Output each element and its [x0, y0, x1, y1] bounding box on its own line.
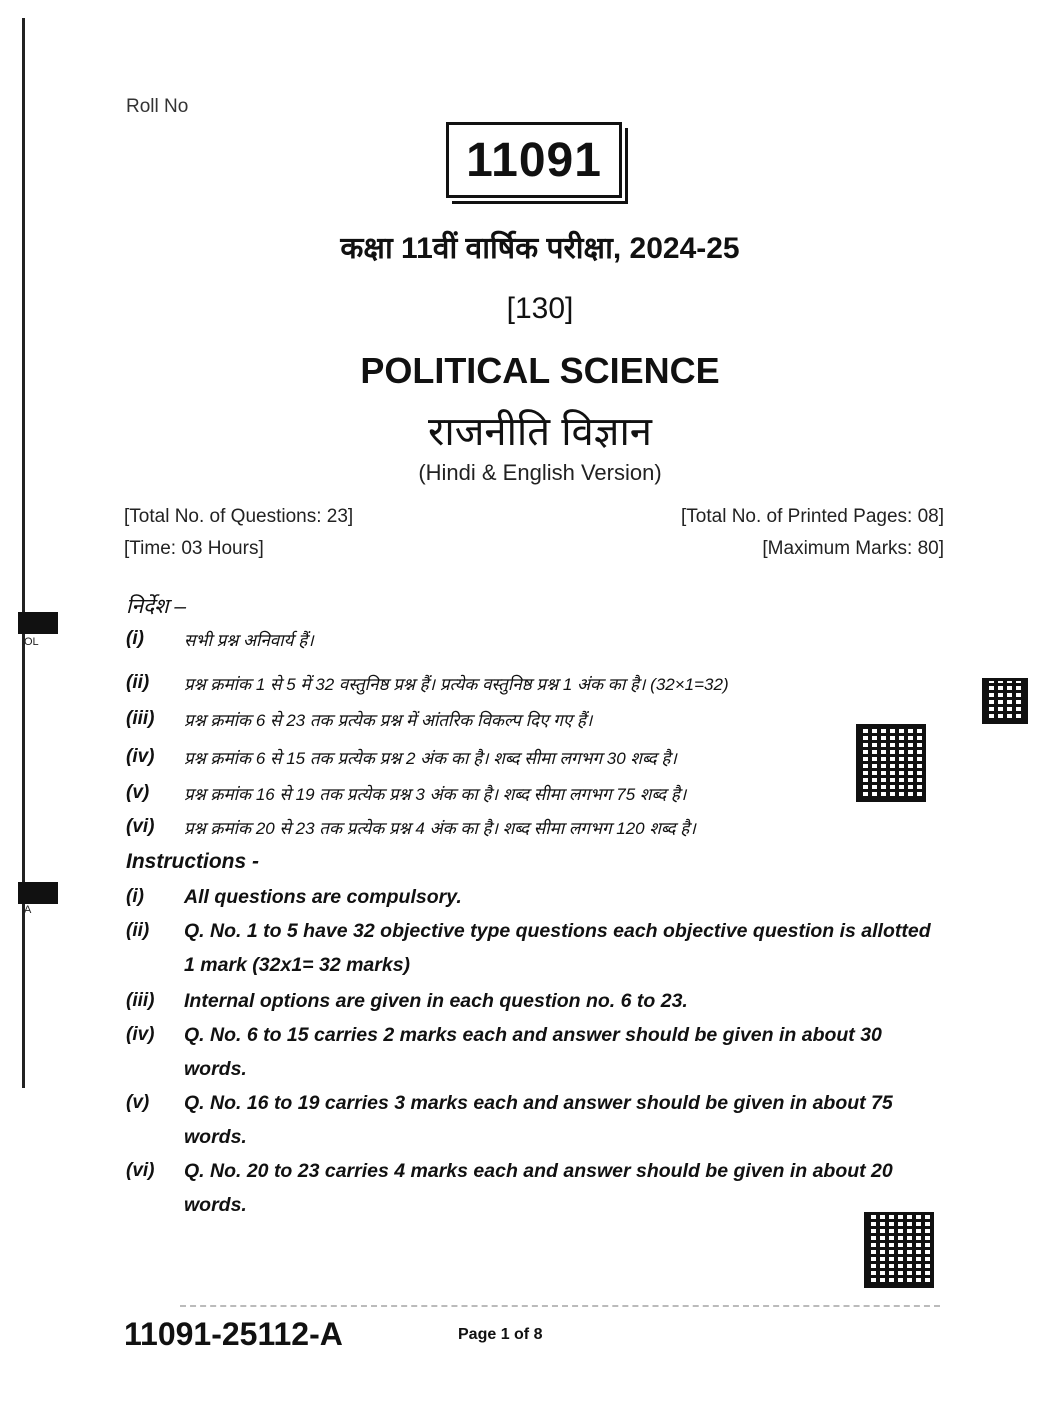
item-text: Q. No. 16 to 19 carries 3 marks each and answer should be given in about 75 words. [184, 1092, 893, 1148]
item-number: (ii) [126, 672, 150, 693]
edge-label-top: OL [24, 636, 39, 648]
left-margin-rule [22, 18, 25, 1088]
edge-registration-mark-top [18, 612, 58, 634]
datamatrix-code-icon-bottom [864, 1212, 934, 1288]
item-text: प्रश्न क्रमांक 20 से 23 तक प्रत्येक प्रश्न 4 अंक का है। शब्द सीमा लगभग 120 शब्द है। [184, 819, 696, 838]
item-number: (ii) [126, 920, 150, 941]
hindi-instruction-item [126, 672, 946, 695]
item-text: Q. No. 20 to 23 carries 4 marks each and answer should be given in about 20 words. [184, 1160, 893, 1216]
item-text: Internal options are given in each question no. 6 to 23. [184, 990, 688, 1012]
english-instructions-heading: Instructions - [126, 850, 260, 873]
subject-title-hindi: राजनीति विज्ञान [427, 410, 653, 454]
item-number: (iv) [126, 746, 155, 767]
english-instruction-item [126, 914, 946, 982]
footer-divider [180, 1305, 940, 1307]
item-number: (vi) [126, 1160, 155, 1181]
item-number: (v) [126, 782, 150, 803]
item-number: (iii) [126, 708, 155, 729]
item-text: प्रश्न क्रमांक 6 से 15 तक प्रत्येक प्रश्न 2 अंक का है। शब्द सीमा लगभग 30 शब्द है। [184, 749, 677, 768]
english-instruction-item [126, 1018, 946, 1086]
item-text: प्रश्न क्रमांक 6 से 23 तक प्रत्येक प्रश्न में आंतरिक विकल्प दिए गए हैं। [184, 711, 593, 730]
paper-code-box: 11091 [446, 122, 622, 198]
edge-registration-mark-bottom [18, 882, 58, 904]
hindi-instruction-item [126, 746, 946, 769]
item-text: प्रश्न क्रमांक 16 से 19 तक प्रत्येक प्रश्न 3 अंक का है। शब्द सीमा लगभग 75 शब्द है। [184, 785, 687, 804]
subject-title-english: POLITICAL SCIENCE [360, 350, 720, 391]
version-note: (Hindi & English Version) [418, 460, 662, 485]
item-text: Q. No. 1 to 5 have 32 objective type questions each objective question is allotted 1 mark (32x1= 32 marks) [184, 920, 931, 976]
item-number: (i) [126, 886, 144, 907]
item-number: (iii) [126, 990, 155, 1011]
hindi-instructions-heading: निर्देश – [126, 595, 187, 618]
roll-number-label: Roll No [126, 96, 189, 117]
footer-paper-code: 11091-25112-A [124, 1316, 343, 1352]
english-instruction-item [126, 984, 946, 1018]
item-number: (vi) [126, 816, 155, 837]
exam-time: [Time: 03 Hours] [124, 538, 264, 559]
total-questions: [Total No. of Questions: 23] [124, 506, 354, 527]
hindi-instruction-item [126, 628, 946, 651]
hindi-instruction-item [126, 708, 946, 731]
printed-pages: [Total No. of Printed Pages: 08] [681, 506, 944, 527]
item-number: (v) [126, 1092, 150, 1113]
english-instruction-item [126, 880, 946, 914]
edge-label-bottom: A [24, 904, 32, 916]
hindi-instruction-item [126, 782, 946, 805]
item-text: प्रश्न क्रमांक 1 से 5 में 32 वस्तुनिष्ठ प्रश्न हैं। प्रत्येक वस्तुनिष्ठ प्रश्न 1 अंक का है। (32×1=32) [184, 675, 729, 694]
item-text: All questions are compulsory. [184, 886, 462, 908]
english-instruction-item [126, 1154, 946, 1222]
paper-number: [130] [506, 292, 574, 325]
maximum-marks: [Maximum Marks: 80] [762, 538, 944, 559]
item-number: (i) [126, 628, 144, 649]
english-instruction-item [126, 1086, 946, 1154]
item-number: (iv) [126, 1024, 155, 1045]
hindi-instruction-item [126, 816, 946, 839]
exam-title: कक्षा 11वीं वार्षिक परीक्षा, 2024-25 [340, 232, 740, 265]
datamatrix-code-icon [856, 724, 926, 802]
qr-code-icon [982, 678, 1028, 724]
page-indicator: Page 1 of 8 [458, 1326, 543, 1343]
item-text: सभी प्रश्न अनिवार्य हैं। [184, 631, 314, 650]
item-text: Q. No. 6 to 15 carries 2 marks each and answer should be given in about 30 words. [184, 1024, 882, 1080]
